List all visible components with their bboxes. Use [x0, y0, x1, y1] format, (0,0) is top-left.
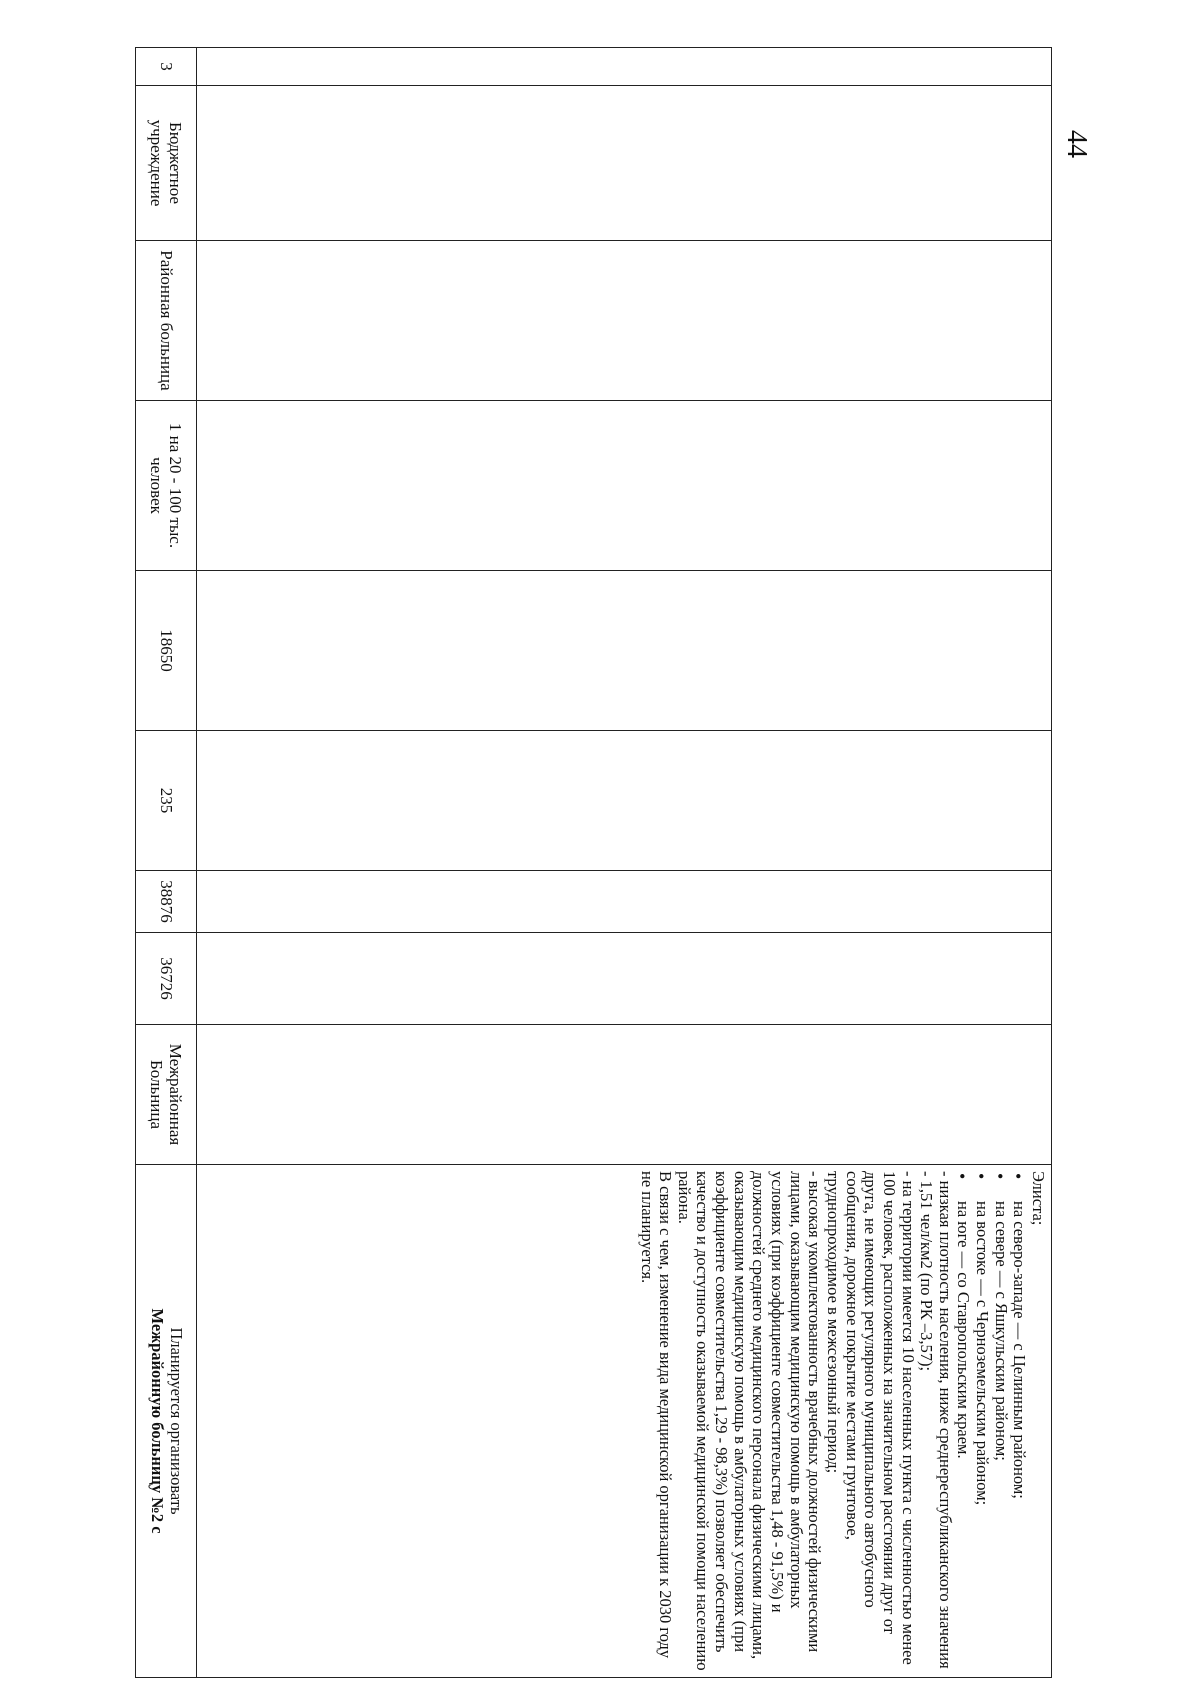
plan-intro: Планируется организовать — [166, 1327, 186, 1515]
page-number: 44 — [1061, 130, 1092, 158]
facility-type-cell: Районная больница — [136, 241, 197, 401]
table-row — [136, 48, 197, 1678]
cell-empty-org — [197, 86, 1052, 241]
distance-cell: 235 — [136, 731, 197, 871]
cell-empty-facility — [197, 241, 1052, 401]
description-point: - высокая укомплектованность врачебных должностей физическими лицами, оказывающим медицинскую помощь в амбулаторных условиях (при коэффициенте совместительства 1,48 - 91,5%) и должностей среднего медицинского персонала физическими лицами, оказывающим медицинскую помощь в амбулаторных условиях (при коэффициенте совместительства 1,29 - 98,3%) позволяет обеспечить качество и доступность оказываемой медицинской помощи населению района. — [674, 1171, 825, 1671]
border-item: • на востоке — с Черноземельским районом; — [972, 1171, 991, 1671]
cell-empty-distance — [197, 731, 1052, 871]
org-type-cell: Бюджетное учреждение — [136, 86, 197, 241]
target-type-cell: Межрайонная Больница — [136, 1025, 197, 1165]
value-b-cell: 36726 — [136, 933, 197, 1025]
continuation-row — [197, 48, 1052, 1678]
description-cell — [197, 1165, 1052, 1678]
cell-empty-norm — [197, 401, 1052, 571]
cell-empty-value-b — [197, 933, 1052, 1025]
description-intro: Элиста; — [1029, 1171, 1048, 1226]
cell-empty-number — [197, 48, 1052, 86]
row-number: 3 — [136, 48, 197, 86]
population-cell: 18650 — [136, 571, 197, 731]
cell-empty-target — [197, 1025, 1052, 1165]
border-item: • на юге — со Ставропольским краем. — [954, 1171, 973, 1671]
plan-cell — [136, 1165, 197, 1678]
rotated-table-container — [135, 47, 1052, 1677]
value-a-cell: 38876 — [136, 871, 197, 933]
description-point: - низкая плотность населения, ниже среднереспубликанского значения - 1,51 чел/км2 (по РК –3,57); — [917, 1171, 955, 1669]
cell-empty-value-a — [197, 871, 1052, 933]
border-item: • на северо-западе — с Целинным районом; — [1010, 1171, 1029, 1671]
norm-cell: 1 на 20 - 100 тыс. человек — [136, 401, 197, 571]
border-item: • на севере — с Яшкульским районом; — [991, 1171, 1010, 1671]
cell-empty-population — [197, 571, 1052, 731]
plan-bold: Межрайонную больницу №2 с — [148, 1308, 167, 1534]
facility-table — [135, 47, 1052, 1678]
description-conclusion: В связи с чем, изменение вида медицинской организации к 2030 году не планируется. — [637, 1171, 676, 1659]
description-point: - на территории имеется 10 населенных пункта с численностью менее 100 человек, расположенных на значительном расстоянии друг от друга, не имеющих регулярного муниципального автобусного сообщения, дорожное покрытие местами грунтовое, труднопроходимое в межсезонный период; — [823, 1171, 918, 1665]
